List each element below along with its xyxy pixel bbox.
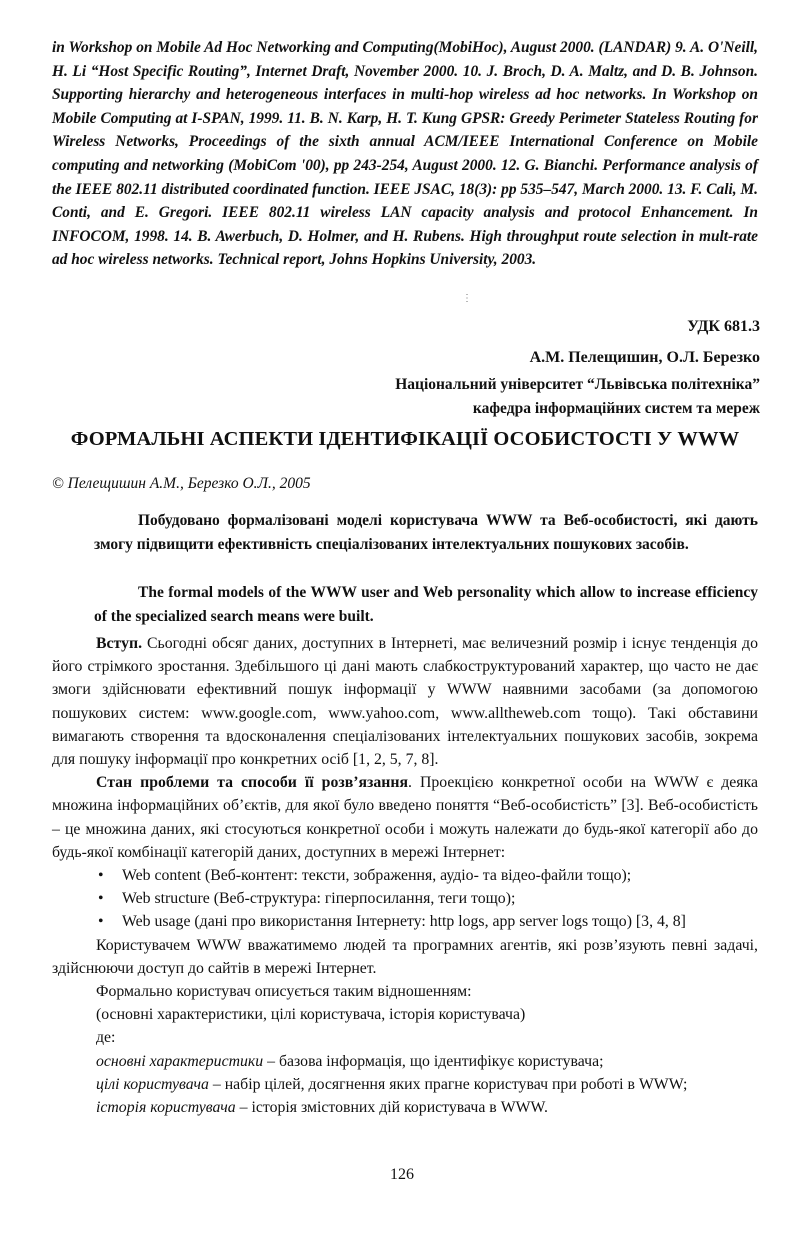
intro-paragraph (52, 632, 758, 771)
bullet-icon: • (98, 867, 104, 885)
abstract-ukrainian: Побудовано формалізовані моделі користувача WWW та Веб-особистості, які дають змогу підвищити ефективність спеціалізованих інтелектуальних пошукових засобів. (94, 512, 758, 553)
scan-mark: ⋮ (462, 293, 472, 304)
list-item: • Web structure (Веб-структура: гіперпосилання, теги тощо); (52, 887, 758, 910)
bullet-icon: • (98, 913, 104, 931)
definition-term: основні характеристики (96, 1052, 264, 1070)
definition-term: історія користувача (96, 1099, 236, 1117)
definition: основні характеристики – базова інформація, що ідентифікує користувача; (96, 1052, 604, 1070)
page-number: 126 (390, 1166, 414, 1183)
affiliation-university: Національний університет “Львівська політехніка” (395, 376, 760, 393)
paper-title: ФОРМАЛЬНІ АСПЕКТИ ІДЕНТИФІКАЦІЇ ОСОБИСТОСТІ У WWW (70, 428, 740, 450)
problem-text: . Проекцією конкретної особи на WWW є деяка множина інформаційних об’єктів, для якої було введено поняття “Веб-особистість” [3]. Веб-особистість – це множина даних, які стосуються конкретної особи і можуть належати до будь-якої категорії або до будь-якої комбінації категорій даних, доступних в мережі Інтернет: (52, 774, 758, 861)
list-item: • Web content (Веб-контент: тексти, зображення, аудіо- та відео-файли тощо); (52, 864, 758, 887)
definition: історія користувача – історія змістовних дій користувача в WWW. (96, 1099, 548, 1117)
problem-paragraph (52, 771, 758, 864)
copyright-line: © Пелещишин А.М., Березко О.Л., 2005 (52, 475, 311, 492)
definition: цілі користувача – набір цілей, досягнення яких прагне користувач при роботі в WWW; (96, 1075, 688, 1093)
formula: (основні характеристики, цілі користувача, історія користувача) (96, 1006, 526, 1024)
user-paragraph: Користувачем WWW вважатимемо людей та програмних агентів, які розв’язують певні задачі, здійснюючи доступ до сайтів в мережі Інтернет. (52, 936, 758, 977)
definition-term: цілі користувача (96, 1075, 209, 1093)
intro-lead: Вступ. (96, 635, 143, 652)
intro-text: Сьогодні обсяг даних, доступних в Інтернеті, має величезний розмір і існує тенденція до його стрімкого зростання. Здебільшого ці дані мають слабкоструктурований характер, що часто не дає змоги здійснювати ефективний пошук інформації у WWW наявними засобами (за допомогою пошукових систем: www.google.com, www.yahoo.com, www.alltheweb.com тощо). Такі обставини вимагають створення та вдосконалення спеціалізованих інтелектуальних пошукових засобів, зокрема для пошуку інформації про конкретних осіб [1, 2, 5, 7, 8]. (52, 635, 758, 769)
list-item: • Web usage (дані про використання Інтернету: http logs, app server logs тощо) [3, 4, 8] (52, 910, 758, 933)
affiliation-department: кафедра інформаційних систем та мереж (472, 400, 760, 417)
where-label: де: (96, 1029, 116, 1047)
data-categories-list (52, 864, 758, 934)
formal-intro: Формально користувач описується таким відношенням: (96, 983, 472, 1001)
references-continuation: in Workshop on Mobile Ad Hoc Networking and Computing(MobiHoc), August 2000. (LANDAR) 9. A. O'Neill, H. Li “Host Specific Routing”, Internet Draft, November 2000. 10. J. Broch, D. A. Maltz, and D. B. Johnson. Supporting hierarchy and heterogeneous interfaces in multi-hop wireless ad hoc networks. In Workshop on Mobile Computing at I-SPAN, 1999. 11. B. N. Karp, H. T. Kung GPSR: Greedy Perimeter Stateless Routing for Wireless Networks, Proceedings of the sixth annual ACM/IEEE International Conference on Mobile computing and networking (MobiCom '00), pp 243-254, August 2000. 12. G. Bianchi. Performance analysis of the IEEE 802.11 distributed coordinated function. IEEE JSAC, 18(3): pp 535–547, March 2000. 13. F. Cali, M. Conti, and E. Gregori. IEEE 802.11 wireless LAN capacity analysis and protocol Enhancement. In INFOCOM, 1998. 14. B. Awerbuch, D. Holmer, and H. Rubens. High throughput route selection in mult-rate ad hoc wireless networks. Technical report, Johns Hopkins University, 2003. (52, 39, 758, 269)
problem-lead: Стан проблеми та способи її розв’язання (96, 774, 409, 792)
abstract-english: The formal models of the WWW user and Web personality which allow to increase efficiency of the specialized search means were built. (94, 584, 758, 625)
affiliation (395, 373, 760, 421)
udc-code: УДК 681.3 (687, 318, 760, 335)
bullet-icon: • (98, 890, 104, 908)
body-text (52, 632, 758, 1119)
authors: А.М. Пелещишин, О.Л. Березко (529, 349, 760, 366)
